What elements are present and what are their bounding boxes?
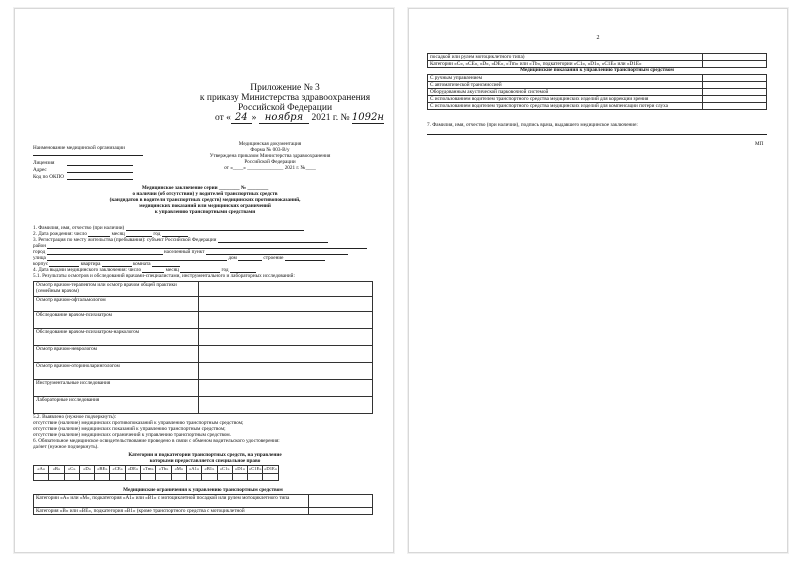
section52-line4: отсутствие (наличие) медицинских ограничений к управлению транспортным средством. (33, 432, 232, 438)
table-row (34, 474, 279, 481)
handwritten-month: ноября (259, 112, 309, 124)
page-number: 2 (596, 35, 600, 41)
category-mark-cell (263, 474, 278, 481)
conclusion-heading-4: медицинских показаний или медицинских ограничений (139, 203, 271, 209)
table-row: Осмотр врачом-неврологом (34, 346, 373, 363)
category-cell: «Tb» (156, 466, 171, 474)
address-label: Адрес (33, 167, 47, 173)
conclusion-heading-1: Медицинское заключение серии ________ № ________ (141, 185, 269, 191)
field-issue-date: 4. Дата выдачи медицинского заключения: число месяц год (33, 267, 256, 273)
field-exams-intro: 5.1. Результаты осмотров и обследований врачами-специалистами, инструментального и лабораторных исследований: (33, 273, 295, 279)
category-cell: «M» (171, 466, 186, 474)
org-name-label: Наименование медицинской организации (33, 145, 125, 151)
table-row: Обследование врачом-психиатром (34, 312, 373, 329)
handwritten-day: 24 (231, 112, 252, 124)
item7-doctor-signature: 7. Фамилия, имя, отчество (при наличии), подпись врача, выдавшего медицинское заключение: (427, 122, 638, 128)
table-row: Осмотр врачом-офтальмологом (34, 297, 373, 312)
okpo-line (67, 179, 133, 180)
date-mid: » (251, 113, 257, 123)
table-row: Категория «В» или «BE», подкатегория «В1» (кроме транспортного средства с мотоциклетной (34, 508, 373, 515)
category-mark-cell (110, 474, 125, 481)
doc-info-line4: Российской Федерации (244, 159, 296, 165)
category-cell: «С» (64, 466, 79, 474)
category-cell: «D1E» (263, 466, 278, 474)
restrictions-continued-table (427, 53, 767, 68)
license-line (67, 165, 133, 166)
category-mark-cell (232, 474, 247, 481)
category-mark-cell (64, 474, 79, 481)
conclusion-heading-2: о наличии (об отсутствии) у водителей транспортных средств (132, 191, 278, 197)
doc-info-line3: Утверждена приказом Министерства здравоохранения (209, 153, 331, 159)
doc-info-line5: от «____» ______________ 2021 г. №____ (224, 165, 316, 171)
field-full-name: 1. Фамилия, имя, отчество (при наличии) (33, 225, 304, 231)
section52-line3: отсутствие (наличие) медицинских показаний к управлению транспортным средством; (33, 426, 226, 432)
appendix-line1: к приказу Министерства здравоохранения (199, 93, 371, 103)
category-mark-cell (34, 474, 49, 481)
appendix-title: Приложение № 3 (250, 83, 320, 93)
table-row: Оборудованным акустической парковочной системой (428, 89, 767, 96)
category-cell: «A1» (186, 466, 201, 474)
stamp-mark: МП (755, 141, 764, 147)
table-row: Осмотр врачом-терапевтом или осмотр врачом общей практики (семейным врачом) (34, 282, 373, 297)
category-cell: «B1» (202, 466, 217, 474)
category-cell: «В» (49, 466, 64, 474)
table-row: С использованием водителем транспортного средства медицинских изделий для коррекции зрения (428, 96, 767, 103)
category-mark-cell (171, 474, 186, 481)
table-row: С использованием водителем транспортного средства медицинских изделий для компенсации потери слуха (428, 103, 767, 110)
category-mark-cell (49, 474, 64, 481)
doc-info-line1: Медицинская документация (238, 141, 302, 147)
appendix-date (215, 113, 390, 124)
signature-line (427, 134, 767, 135)
category-mark-cell (217, 474, 232, 481)
field-street: улица дом строение (33, 255, 325, 261)
section52-line2: отсутствие (наличие) медицинских противопоказаний к управлению транспортным средством; (33, 420, 244, 426)
category-cell: «C1» (217, 466, 232, 474)
indications-table (427, 74, 767, 110)
field-city: город населенный пункт (33, 249, 348, 255)
category-cell: «Tm» (141, 466, 156, 474)
date-prefix: от « (215, 113, 231, 123)
section6-line1: 6. Обязательное медицинское освидетельствование проведено в связи с обменом водительского удостоверения: (33, 438, 280, 444)
category-cell: «А» (34, 466, 49, 474)
category-cell: «C1E» (248, 466, 263, 474)
category-cell: «DE» (125, 466, 140, 474)
field-birth-date: 2. Дата рождения: число месяц год (33, 231, 188, 237)
table-row: Категории «А» или «М», подкатегория «А1» или «В1» с мотоциклетной посадкой или рулем мотоциклетного типа (34, 495, 373, 508)
table-row: Категории «С», «СЕ», «D», «DE», «Tm» или «Tb», подкатегории «C1», «D1», «C1E» или «D1E» (428, 61, 767, 68)
table-row: С ручным управлением (428, 75, 767, 82)
conclusion-heading-3: (кандидатов в водители транспортных средств) медицинских противопоказаний, (109, 197, 301, 203)
restrictions-table (33, 494, 373, 515)
category-mark-cell (156, 474, 171, 481)
section52-title: 5.2. Выявлено (нужное подчеркнуть): (33, 414, 117, 420)
category-cell: «D» (79, 466, 94, 474)
field-district: район (33, 243, 367, 249)
category-cell: «BE» (95, 466, 110, 474)
appendix-line2: Российской Федерации (237, 103, 333, 113)
conclusion-heading-5: к управлению транспортными средствами (154, 209, 256, 215)
table-row: Осмотр врачом-оториноларингологом (34, 363, 373, 380)
address-line (67, 172, 133, 173)
category-mark-cell (141, 474, 156, 481)
table-row: посадкой или рулем мотоциклетного типа) (428, 54, 767, 61)
category-cell: «D1» (232, 466, 247, 474)
table-row: Обследование врачом-психиатром-наркологом (34, 329, 373, 346)
table-row: Инструментальные исследования (34, 380, 373, 397)
table-row: С автоматической трансмиссией (428, 82, 767, 89)
handwritten-number: 1092н (351, 112, 384, 123)
field-registration: 3. Регистрация по месту жительства (пребывания): субъект Российской Федерации (33, 237, 328, 243)
table-row (34, 466, 279, 474)
categories-heading-1: Категории и подкатегории транспортных средств, на управление (128, 452, 282, 458)
category-mark-cell (248, 474, 263, 481)
category-mark-cell (186, 474, 201, 481)
license-label: Лицензия (33, 160, 55, 166)
category-mark-cell (202, 474, 217, 481)
category-mark-cell (95, 474, 110, 481)
org-name-line (33, 155, 143, 156)
indications-heading: Медицинские показания к управлению транспортным средством (520, 67, 674, 73)
document-page-2 (408, 8, 788, 553)
field-building: корпус квартира комната (33, 261, 180, 267)
category-cell: «CE» (110, 466, 125, 474)
date-year: 2021 г. № (311, 113, 350, 123)
table-row: Лабораторные исследования (34, 397, 373, 414)
document-page-1 (14, 8, 394, 553)
section6-line2: да/нет (нужное подчеркнуть). (33, 444, 99, 450)
categories-heading-2: которыми предоставляется специальное право (149, 458, 261, 464)
restrictions-heading: Медицинские ограничения к управлению транспортным средством (123, 487, 283, 493)
exams-table (33, 281, 373, 414)
doc-info-line2: Форма № 003-В/у (250, 147, 290, 153)
category-mark-cell (125, 474, 140, 481)
okpo-label: Код по ОКПО (33, 174, 64, 180)
category-mark-cell (79, 474, 94, 481)
categories-table (33, 465, 279, 481)
